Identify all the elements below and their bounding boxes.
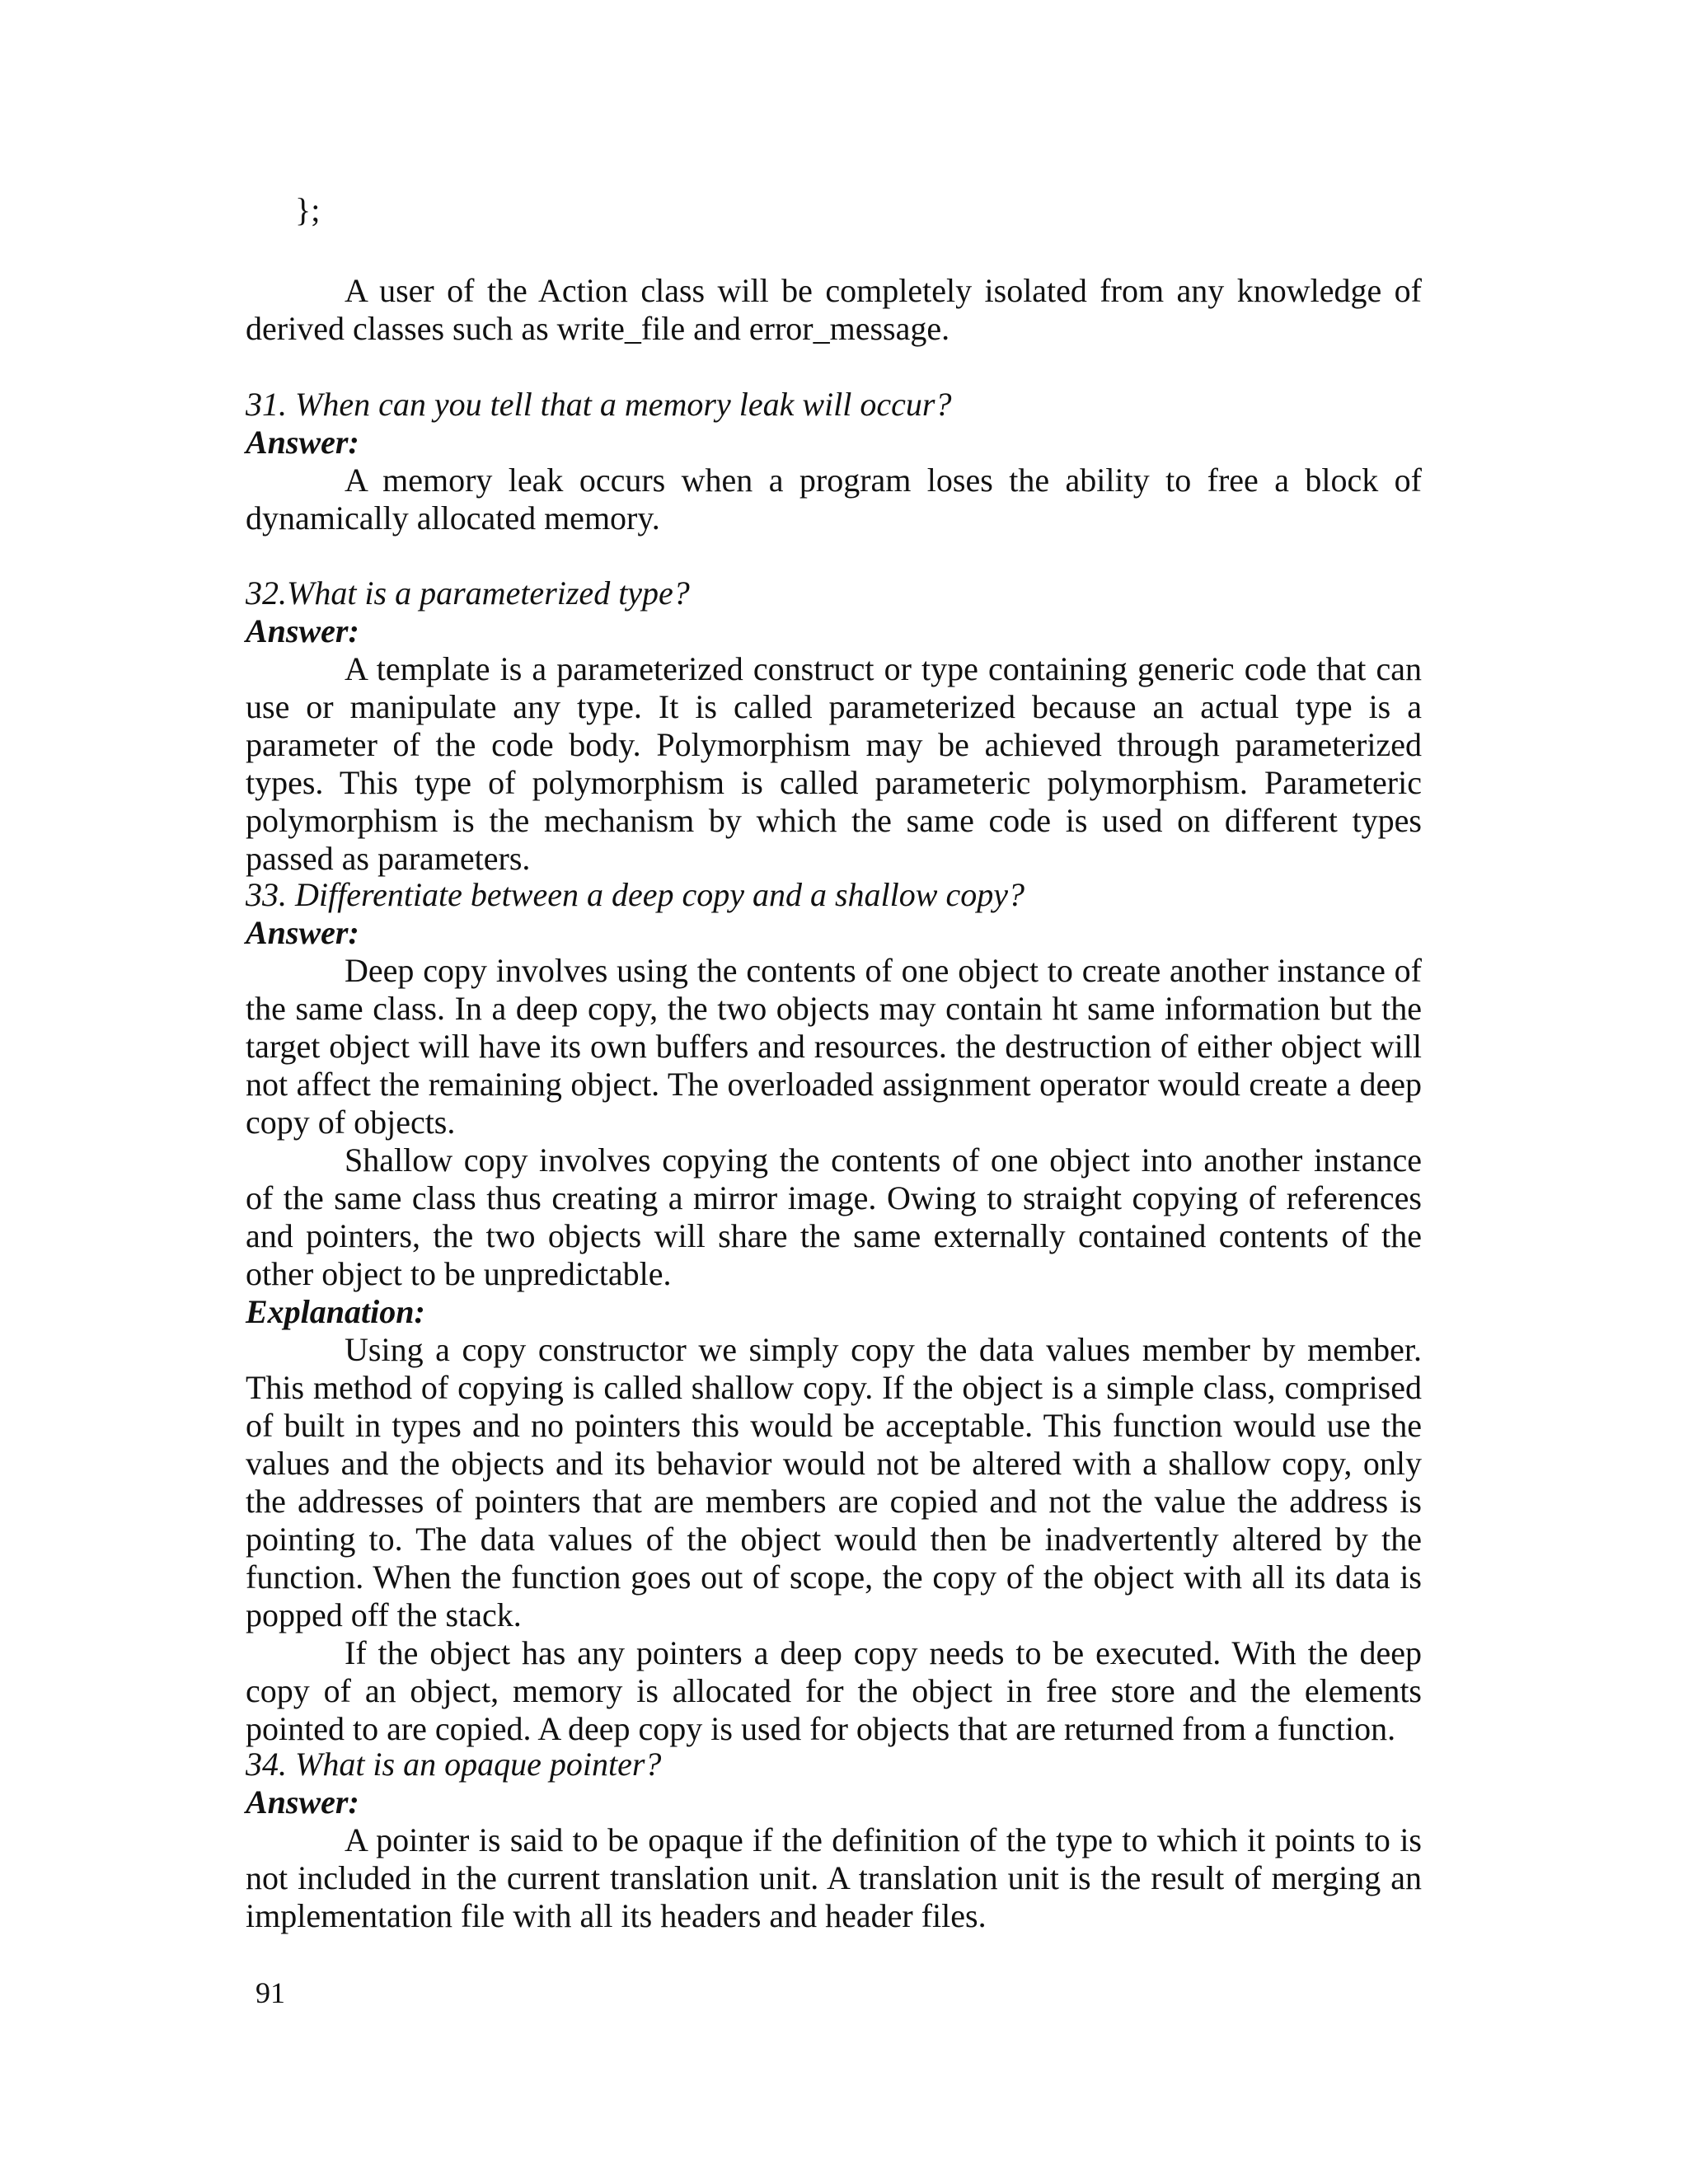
answer-31: A memory leak occurs when a program loses the ability to free a block of dynamically allocated memory. [246, 462, 1422, 537]
answer-32: A template is a parameterized construct or type containing generic code that can use or manipulate any type. It is called parameterized because an actual type is a parameter of the code body. Polymorphism may be achieved through parameterized types. This type of polymorphism is called parameteric polymorphism. Parameteric polymorphism is the mechanism by which the same code is used on different types passed as parameters. [246, 650, 1422, 877]
page-number: 91 [256, 1976, 285, 2009]
explanation-33-p2: If the object has any pointers a deep copy needs to be executed. With the deep copy of an object, memory is allocated for the object in free store and the elements pointed to are copied. A deep copy is used for objects that are returned from a function. [246, 1634, 1422, 1747]
question-34-section [246, 1746, 1422, 1935]
question-34: 34. What is an opaque pointer? [246, 1746, 662, 1783]
question-33: 33. Differentiate between a deep copy and a shallow copy? [246, 876, 1025, 913]
answer-33-shallow-copy: Shallow copy involves copying the contents of one object into another instance of the same class thus creating a mirror image. Owing to straight copying of references and pointers, the two objects will share the same externally contained contents of the other object to be unpredictable. [246, 1141, 1422, 1292]
explanation-33-p1: Using a copy constructor we simply copy the data values member by member. This method of copying is called shallow copy. If the object is a simple class, comprised of built in types and no pointers this would be acceptable. This function would use the values and the objects and its behavior would not be altered with a shallow copy, only the addresses of pointers that are members are copied and not the value the address is pointing to. The data values of the object would then be inadvertently altered by the function. When the function goes out of scope, the copy of the object with all its data is popped off the stack. [246, 1331, 1422, 1633]
answer-34: A pointer is said to be opaque if the definition of the type to which it points to is not included in the current translation unit. A translation unit is the result of merging an implementation file with all its headers and header files. [246, 1821, 1422, 1934]
code-closing-brace: }; [295, 191, 321, 228]
intro-section [246, 272, 1422, 348]
answer-label-34: Answer: [246, 1783, 359, 1821]
question-32: 32.What is a parameterized type? [246, 574, 690, 612]
answer-label-31: Answer: [246, 424, 359, 461]
answer-label-33: Answer: [246, 914, 359, 951]
question-32-section [246, 574, 1422, 878]
question-31: 31. When can you tell that a memory leak will occur? [246, 386, 952, 423]
answer-33-deep-copy: Deep copy involves using the contents of one object to create another instance of the same class. In a deep copy, the two objects may contain ht same information but the target object will have its own buffers and resources. the destruction of either object will not affect the remaining object. The overloaded assignment operator would create a deep copy of objects. [246, 952, 1422, 1141]
question-33-section [246, 876, 1422, 1748]
explanation-label-33: Explanation: [246, 1293, 425, 1330]
intro-paragraph: A user of the Action class will be completely isolated from any knowledge of derived classes such as write_file and error_message. [246, 272, 1422, 347]
question-31-section [246, 386, 1422, 537]
answer-label-32: Answer: [246, 612, 359, 649]
